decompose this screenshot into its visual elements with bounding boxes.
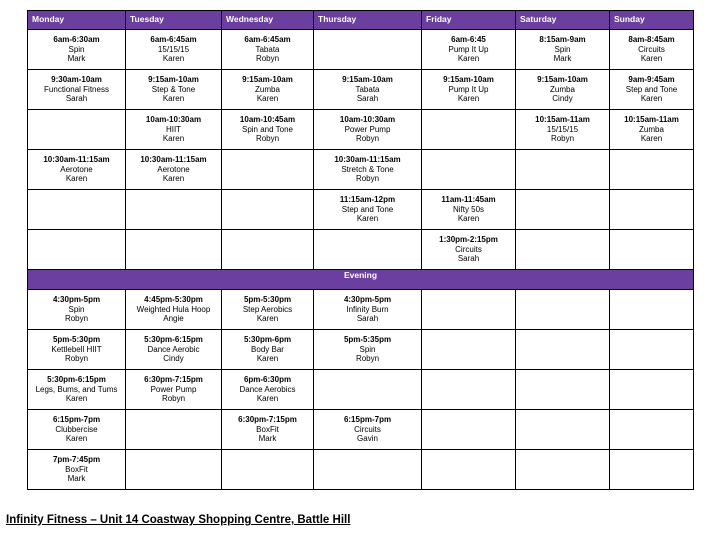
class-time: 8am-8:45am — [628, 35, 675, 44]
class-instructor: Robyn — [161, 394, 186, 403]
daytime-row — [28, 190, 694, 230]
class-cell-friday — [422, 230, 516, 270]
class-cell-monday — [28, 70, 126, 110]
class-instructor: Robyn — [550, 134, 575, 143]
class-name: HIIT — [165, 124, 182, 134]
class-cell-saturday — [516, 410, 610, 450]
class-time: 6:30pm-7:15pm — [144, 375, 203, 384]
class-time: 9:15am-10am — [342, 75, 393, 84]
class-time: 10am-10:30am — [145, 115, 202, 124]
class-instructor: Robyn — [255, 54, 280, 63]
class-cell-tuesday — [126, 30, 222, 70]
class-time: 5pm-5:30pm — [52, 335, 101, 344]
class-cell-saturday — [516, 450, 610, 490]
class-cell-saturday — [516, 150, 610, 190]
class-cell-saturday — [516, 230, 610, 270]
class-name: Legs, Bums, and Tums — [35, 384, 118, 394]
class-cell-friday — [422, 70, 516, 110]
evening-row — [28, 410, 694, 450]
class-instructor: Gavin — [357, 434, 378, 443]
class-cell-wednesday — [222, 410, 314, 450]
class-cell-friday — [422, 30, 516, 70]
class-name: Zumba — [255, 84, 280, 94]
class-name: Body Bar — [251, 344, 284, 354]
class-instructor: Angie — [163, 314, 184, 323]
class-cell-wednesday — [222, 370, 314, 410]
class-cell-thursday — [314, 30, 422, 70]
class-time: 5pm-5:30pm — [243, 295, 292, 304]
class-cell-monday — [28, 110, 126, 150]
class-instructor: Sarah — [356, 94, 379, 103]
class-instructor: Robyn — [355, 354, 380, 363]
class-cell-sunday — [610, 450, 694, 490]
class-cell-sunday — [610, 110, 694, 150]
class-cell-thursday — [314, 230, 422, 270]
class-name: Spin — [68, 44, 85, 54]
class-time: 9:15am-10am — [443, 75, 494, 84]
class-cell-tuesday — [126, 370, 222, 410]
class-cell-saturday — [516, 110, 610, 150]
class-name: Spin — [359, 344, 376, 354]
class-cell-tuesday — [126, 290, 222, 330]
class-cell-wednesday — [222, 70, 314, 110]
class-cell-monday — [28, 190, 126, 230]
class-cell-monday — [28, 290, 126, 330]
class-instructor: Robyn — [255, 134, 280, 143]
class-instructor: Robyn — [355, 174, 380, 183]
day-header-sunday: Sunday — [610, 11, 694, 30]
class-cell-wednesday — [222, 290, 314, 330]
class-instructor: Sarah — [356, 314, 379, 323]
class-cell-sunday — [610, 410, 694, 450]
class-name: Clubbercise — [55, 424, 98, 434]
class-cell-wednesday — [222, 30, 314, 70]
class-time: 9:15am-10am — [242, 75, 293, 84]
class-instructor: Mark — [553, 54, 572, 63]
class-cell-saturday — [516, 30, 610, 70]
class-cell-saturday — [516, 290, 610, 330]
class-cell-wednesday — [222, 110, 314, 150]
class-time: 4:30pm-5pm — [52, 295, 101, 304]
class-cell-wednesday — [222, 230, 314, 270]
class-time: 10am-10:30am — [339, 115, 396, 124]
class-name: Aerotone — [157, 164, 190, 174]
evening-row — [28, 370, 694, 410]
class-time: 10:30am-11:15am — [43, 155, 110, 164]
class-instructor: Sarah — [65, 94, 88, 103]
class-instructor: Karen — [457, 94, 480, 103]
class-cell-wednesday — [222, 150, 314, 190]
class-cell-thursday — [314, 190, 422, 230]
class-instructor: Karen — [65, 434, 88, 443]
class-name: Power Pump — [344, 124, 391, 134]
class-instructor: Karen — [256, 314, 279, 323]
daytime-row — [28, 70, 694, 110]
class-name: 15/15/15 — [157, 44, 190, 54]
class-cell-friday — [422, 410, 516, 450]
class-instructor: Robyn — [64, 354, 89, 363]
class-time: 6:30pm-7:15pm — [238, 415, 297, 424]
class-name: Dance Aerobic — [147, 344, 200, 354]
class-cell-sunday — [610, 290, 694, 330]
class-cell-friday — [422, 370, 516, 410]
class-time: 6am-6:45 — [451, 35, 486, 44]
evening-row — [28, 290, 694, 330]
evening-label: Evening — [28, 270, 694, 290]
class-cell-thursday — [314, 450, 422, 490]
class-cell-saturday — [516, 190, 610, 230]
class-instructor: Karen — [256, 394, 279, 403]
class-cell-tuesday — [126, 190, 222, 230]
class-time: 6:15pm-7pm — [52, 415, 101, 424]
class-time: 6am-6:30am — [53, 35, 100, 44]
class-name: Step and Tone — [625, 84, 678, 94]
class-instructor: Karen — [640, 94, 663, 103]
day-header-monday: Monday — [28, 11, 126, 30]
class-name: Power Pump — [150, 384, 197, 394]
class-name: Infinity Burn — [346, 304, 389, 314]
class-cell-monday — [28, 330, 126, 370]
class-time: 5:30pm-6:15pm — [144, 335, 203, 344]
class-time: 9:15am-10am — [537, 75, 588, 84]
daytime-row — [28, 30, 694, 70]
class-cell-tuesday — [126, 150, 222, 190]
class-instructor: Karen — [162, 174, 185, 183]
class-cell-thursday — [314, 150, 422, 190]
class-name: Stretch & Tone — [341, 164, 394, 174]
day-header-wednesday: Wednesday — [222, 11, 314, 30]
class-name: Zumba — [639, 124, 664, 134]
class-cell-wednesday — [222, 330, 314, 370]
class-time: 6pm-6:30pm — [243, 375, 292, 384]
class-cell-thursday — [314, 70, 422, 110]
class-cell-sunday — [610, 150, 694, 190]
footer-address: Infinity Fitness – Unit 14 Coastway Shopping Centre, Battle Hill — [6, 514, 351, 526]
class-time: 10:30am-11:15am — [140, 155, 207, 164]
class-instructor: Sarah — [457, 254, 480, 263]
class-cell-sunday — [610, 190, 694, 230]
class-time: 10:15am-11am — [624, 115, 679, 124]
class-cell-monday — [28, 450, 126, 490]
class-name: Kettlebell HIIT — [51, 344, 102, 354]
class-name: Spin — [554, 44, 571, 54]
class-cell-tuesday — [126, 450, 222, 490]
class-instructor: Mark — [258, 434, 277, 443]
evening-row — [28, 450, 694, 490]
class-instructor: Karen — [640, 134, 663, 143]
day-header-friday: Friday — [422, 11, 516, 30]
class-cell-monday — [28, 150, 126, 190]
class-instructor: Karen — [457, 214, 480, 223]
class-name: Step and Tone — [341, 204, 394, 214]
class-name: Aerotone — [60, 164, 93, 174]
class-name: Pump It Up — [448, 44, 489, 54]
class-cell-monday — [28, 410, 126, 450]
class-name: Tabata — [255, 44, 280, 54]
class-cell-thursday — [314, 110, 422, 150]
class-instructor: Karen — [457, 54, 480, 63]
class-time: 10am-10:45am — [239, 115, 296, 124]
class-time: 5:30pm-6:15pm — [47, 375, 106, 384]
class-time: 5pm-5:35pm — [343, 335, 392, 344]
class-instructor: Karen — [65, 394, 88, 403]
class-name: 15/15/15 — [546, 124, 579, 134]
class-instructor: Mark — [67, 474, 86, 483]
class-instructor: Karen — [256, 354, 279, 363]
class-instructor: Robyn — [64, 314, 89, 323]
class-cell-tuesday — [126, 110, 222, 150]
day-header-saturday: Saturday — [516, 11, 610, 30]
class-instructor: Karen — [640, 54, 663, 63]
class-name: BoxFit — [65, 464, 88, 474]
class-cell-monday — [28, 370, 126, 410]
class-cell-saturday — [516, 330, 610, 370]
class-cell-saturday — [516, 370, 610, 410]
class-cell-monday — [28, 30, 126, 70]
class-cell-friday — [422, 110, 516, 150]
class-instructor: Karen — [162, 134, 185, 143]
class-cell-friday — [422, 290, 516, 330]
evening-row — [28, 330, 694, 370]
class-time: 1:30pm-2:15pm — [439, 235, 498, 244]
class-instructor: Cindy — [552, 94, 573, 103]
class-cell-thursday — [314, 330, 422, 370]
class-time: 10:30am-11:15am — [334, 155, 401, 164]
class-time: 4:45pm-5:30pm — [144, 295, 203, 304]
class-name: Weighted Hula Hoop — [136, 304, 211, 314]
timetable-body — [28, 30, 694, 490]
class-cell-tuesday — [126, 410, 222, 450]
class-instructor: Karen — [256, 94, 279, 103]
class-name: Circuits — [354, 424, 381, 434]
class-cell-sunday — [610, 370, 694, 410]
class-cell-tuesday — [126, 70, 222, 110]
daytime-row — [28, 230, 694, 270]
class-cell-monday — [28, 230, 126, 270]
class-name: BoxFit — [256, 424, 279, 434]
class-cell-thursday — [314, 370, 422, 410]
class-cell-thursday — [314, 290, 422, 330]
class-time: 9:15am-10am — [148, 75, 199, 84]
class-instructor: Karen — [65, 174, 88, 183]
class-name: Circuits — [638, 44, 665, 54]
class-cell-sunday — [610, 230, 694, 270]
class-name: Pump It Up — [448, 84, 489, 94]
day-header-row — [28, 11, 694, 30]
class-cell-sunday — [610, 70, 694, 110]
daytime-row — [28, 110, 694, 150]
class-cell-friday — [422, 150, 516, 190]
timetable — [27, 10, 694, 490]
class-name: Spin and Tone — [241, 124, 293, 134]
class-cell-sunday — [610, 30, 694, 70]
class-time: 5:30pm-6pm — [243, 335, 292, 344]
class-name: Circuits — [455, 244, 482, 254]
class-time: 9am-9:45am — [628, 75, 675, 84]
class-instructor: Cindy — [163, 354, 184, 363]
daytime-row — [28, 150, 694, 190]
class-cell-tuesday — [126, 230, 222, 270]
class-cell-thursday — [314, 410, 422, 450]
class-name: Zumba — [550, 84, 575, 94]
class-time: 4:30pm-5pm — [343, 295, 392, 304]
class-time: 6:15pm-7pm — [343, 415, 392, 424]
class-instructor: Mark — [67, 54, 86, 63]
class-cell-friday — [422, 190, 516, 230]
day-header-thursday: Thursday — [314, 11, 422, 30]
class-time: 10:15am-11am — [535, 115, 590, 124]
class-time: 9:30am-10am — [51, 75, 102, 84]
class-time: 8:15am-9am — [539, 35, 586, 44]
class-cell-friday — [422, 450, 516, 490]
class-name: Functional Fitness — [44, 84, 109, 94]
class-instructor: Karen — [162, 54, 185, 63]
class-time: 11am-11:45am — [441, 195, 496, 204]
class-time: 7pm-7:45pm — [52, 455, 101, 464]
day-header-tuesday: Tuesday — [126, 11, 222, 30]
class-name: Step Aerobics — [242, 304, 293, 314]
class-instructor: Robyn — [355, 134, 380, 143]
class-cell-saturday — [516, 70, 610, 110]
class-instructor: Karen — [162, 94, 185, 103]
class-cell-wednesday — [222, 190, 314, 230]
class-name: Spin — [68, 304, 85, 314]
class-time: 11:15am-12pm — [339, 195, 396, 204]
class-time: 6am-6:45am — [150, 35, 197, 44]
class-name: Dance Aerobics — [239, 384, 296, 394]
class-cell-wednesday — [222, 450, 314, 490]
class-cell-friday — [422, 330, 516, 370]
class-cell-sunday — [610, 330, 694, 370]
evening-band — [28, 270, 694, 290]
class-instructor: Karen — [356, 214, 379, 223]
class-name: Step & Tone — [151, 84, 196, 94]
class-cell-tuesday — [126, 330, 222, 370]
class-name: Nifty 50s — [452, 204, 485, 214]
class-name: Tabata — [355, 84, 380, 94]
class-time: 6am-6:45am — [244, 35, 291, 44]
